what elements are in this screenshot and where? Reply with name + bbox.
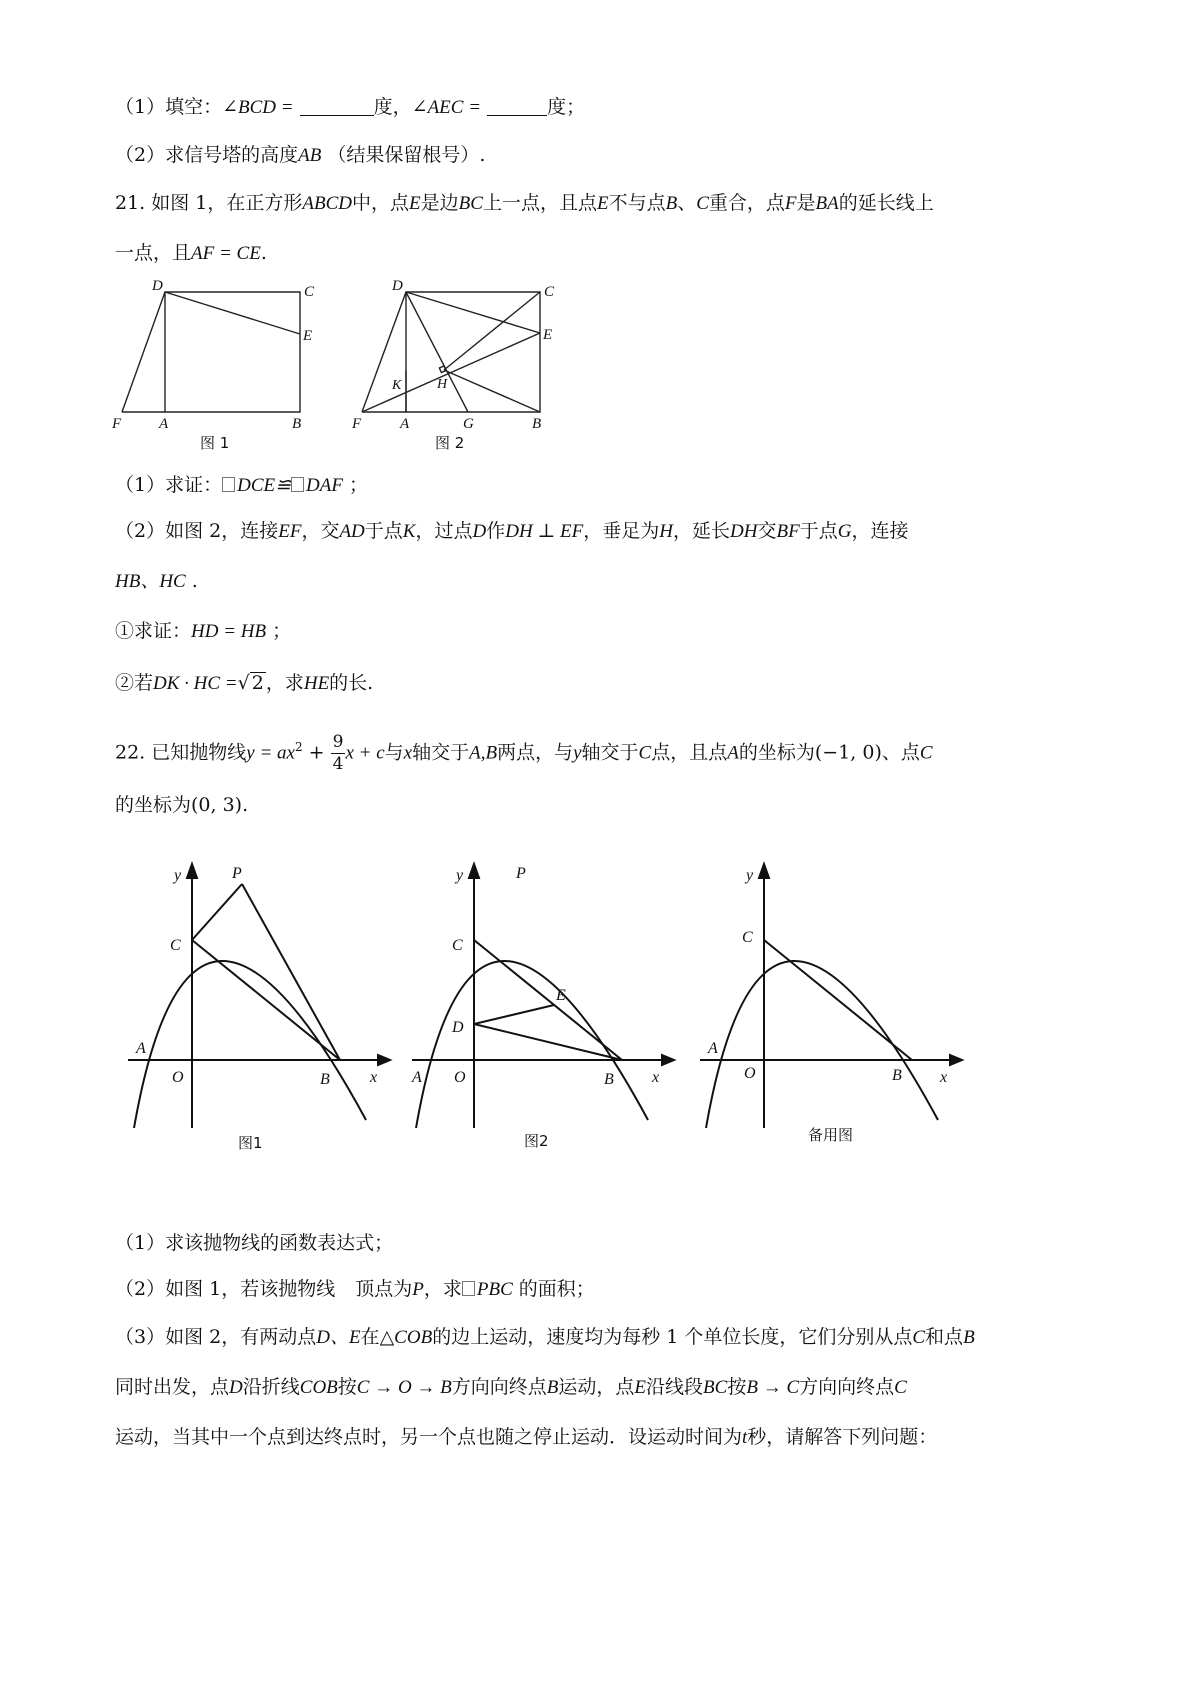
label-b: B [532, 416, 542, 432]
svg-text:A: A [708, 1040, 718, 1057]
figure-caption: 图1 [238, 1134, 263, 1152]
q21-part2: （2）如图 2，连接EF，交AD于点K，过点D作DH ⊥ EF，垂足为H，延长DH交BF于点G，连接 [115, 520, 909, 542]
figure-caption: 备用图 [808, 1126, 854, 1144]
svg-text:y: y [746, 867, 754, 884]
svg-text:O: O [172, 1069, 184, 1086]
q21-sub2: ②若DK · HC =√ 2 ，求HE的长. [115, 672, 374, 694]
svg-text:P: P [232, 865, 242, 882]
svg-text:x: x [940, 1069, 948, 1086]
svg-text:D: D [452, 1019, 464, 1036]
answer-blank-2[interactable] [487, 95, 547, 116]
q21-sub1: ①求证：HD = HB ； [115, 620, 292, 642]
question-number: 22. [115, 741, 146, 764]
label-c: C [304, 284, 315, 300]
svg-text:C: C [170, 937, 181, 954]
label-e: E [543, 327, 553, 343]
svg-text:A: A [136, 1040, 146, 1057]
label-f: F [112, 416, 122, 432]
svg-text:B: B [604, 1071, 614, 1088]
figure-caption: 图2 [524, 1132, 549, 1150]
angle-bcd: ∠BCD = [222, 97, 294, 118]
svg-text:O: O [744, 1065, 756, 1082]
label-h: H [437, 377, 448, 392]
triangle-glyph-box [291, 477, 304, 492]
question-number: 21. [115, 192, 146, 214]
label-k: K [392, 378, 402, 393]
q21-part1: （1）求证： DCE≌ DAF ； [115, 474, 369, 496]
q22-part1: （1）求该抛物线的函数表达式； [115, 1232, 394, 1254]
triangle-glyph-box [462, 1281, 475, 1296]
q21-part2-cont: HB、HC . [115, 570, 198, 592]
figure-caption: 图 2 [435, 434, 465, 452]
svg-text:C: C [742, 929, 753, 946]
label-a: A [159, 416, 169, 432]
q20-part2: （2）求信号塔的高度AB （结果保留根号）. [115, 144, 486, 166]
label-e: E [303, 328, 313, 344]
svg-text:y: y [174, 867, 182, 884]
q20-part1: （1）填空：∠BCD = 度，∠AEC = 度； [115, 96, 586, 118]
svg-text:P: P [516, 865, 526, 882]
svg-text:E: E [556, 987, 566, 1004]
figure-caption: 图 1 [200, 434, 230, 452]
fraction-9-4: $\frac{9}{4}$ [332, 731, 344, 774]
q22-figure-2 [412, 858, 682, 1158]
q22-part3-line2: 同时出发，点D沿折线COB按C → O → B方向向终点B运动，点E沿线段BC按B → C方向向终点C [115, 1376, 907, 1398]
svg-text:C: C [452, 937, 463, 954]
svg-text:x: x [652, 1069, 660, 1086]
label-g: G [463, 416, 474, 432]
label-b: B [292, 416, 302, 432]
label-f: F [352, 416, 362, 432]
q21-stem-line2: 一点，且AF = CE. [115, 242, 267, 264]
svg-text:A: A [412, 1069, 422, 1086]
q22-part3: （3）如图 2，有两动点D、E在△COB的边上运动，速度均为每秒 1 个单位长度，它们分别从点C和点B [115, 1326, 975, 1348]
label-d: D [152, 278, 163, 294]
q21-figure-1 [110, 276, 340, 456]
q22-stem-line1: 22. 已知抛物线$y = ax^2$ + $\frac{9}{4}$ x + c与x轴交于A,B两点，与y轴交于C点，且点A的坐标为(−1, 0)、点C [115, 731, 933, 774]
label-a: A [400, 416, 410, 432]
q22-part2: （2）如图 1，若该抛物线 顶点为P，求 PBC 的面积； [115, 1278, 595, 1300]
q22-stem-line2: 的坐标为(0, 3). [115, 794, 249, 816]
svg-text:B: B [320, 1071, 330, 1088]
angle-aec: ∠AEC = [411, 97, 482, 118]
svg-text:B: B [892, 1067, 902, 1084]
q21-figure-2 [350, 276, 610, 456]
q22-part3-line3: 运动，当其中一个点到达终点时，另一个点也随之停止运动．设运动时间为t秒，请解答下列问题： [115, 1426, 938, 1448]
label-d: D [392, 278, 403, 294]
q21-stem-line1: 21. 如图 1，在正方形ABCD中，点E是边BC上一点，且点E不与点B、C重合，点F是BA的延长线上 [115, 192, 934, 214]
label-c: C [544, 284, 555, 300]
svg-text:O: O [454, 1069, 466, 1086]
svg-text:x: x [370, 1069, 378, 1086]
answer-blank-1[interactable] [300, 95, 374, 116]
q22-figure-1 [128, 858, 398, 1158]
q22-figure-backup [700, 858, 970, 1158]
svg-text:y: y [456, 867, 464, 884]
triangle-glyph-box [222, 477, 235, 492]
